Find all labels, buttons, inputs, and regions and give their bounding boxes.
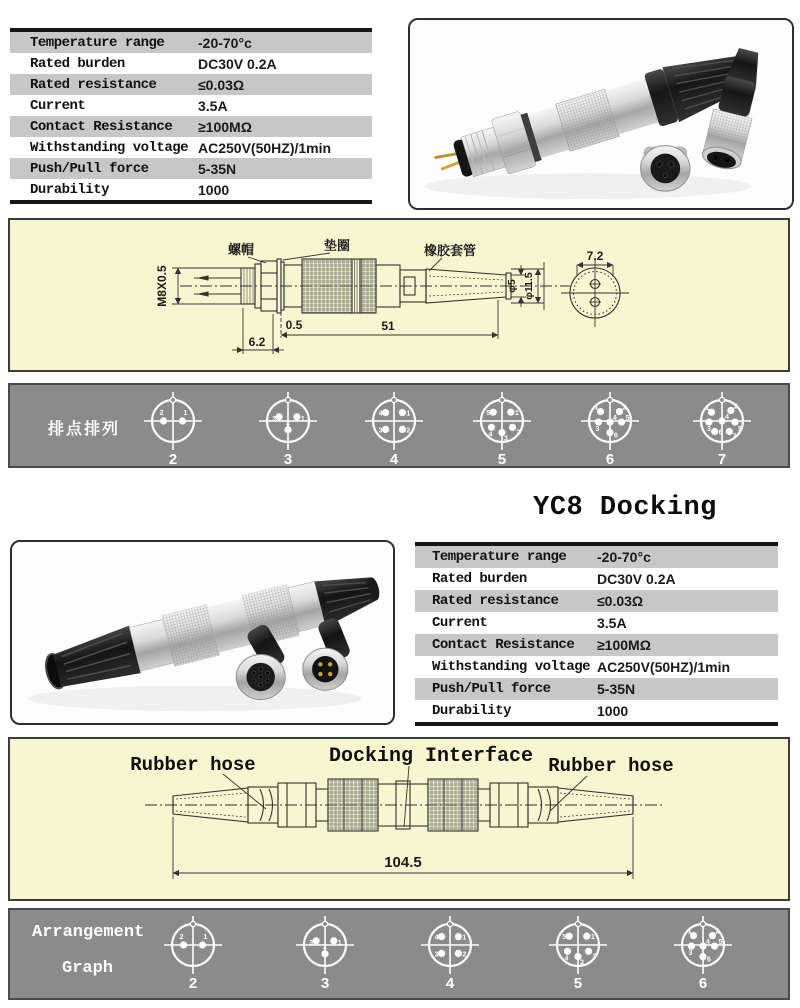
spec-row-label: Push/Pull force [432,681,551,697]
pin-arrangement-4 [364,391,424,469]
svg-text:4: 4 [564,955,569,963]
product-photo-top [408,18,794,210]
spec-row [10,32,372,53]
pin-count-label: 5 [573,976,583,993]
pin-arrangement-6 [580,391,640,469]
pin-count-label: 2 [168,452,178,469]
spec-row [10,53,372,74]
svg-text:6: 6 [718,429,723,437]
spec-row-label: Withstanding voltage [30,139,189,156]
dimension-drawing-single [8,218,790,372]
svg-text:2: 2 [733,403,738,411]
pin-count-label: 3 [320,976,330,993]
spec-row-label: Rated burden [432,571,527,587]
pin-arrangement-6 [673,915,733,993]
pin-count-label: 4 [445,976,455,993]
spec-row-label: Rated burden [30,55,125,72]
spec-row [10,116,372,137]
spec-row [415,700,778,722]
svg-text:5: 5 [738,426,742,434]
svg-text:4: 4 [434,934,439,942]
pin-count-label: 7 [717,452,727,469]
nut-label: 螺帽 [227,242,255,257]
docking-photo-illustration [12,542,393,723]
svg-text:1: 1 [594,404,599,412]
svg-text:5: 5 [486,410,491,418]
inner-diameter-dim-label: φ5 [506,279,518,293]
svg-text:1: 1 [183,410,188,417]
svg-text:3: 3 [434,951,439,959]
spec-row [415,568,778,590]
pin-arrangement-5 [472,391,532,469]
svg-text:2: 2 [286,419,290,427]
spec-row-label: Durability [30,181,110,198]
svg-text:5: 5 [718,939,723,947]
svg-text:6: 6 [614,432,618,440]
svg-text:2: 2 [159,410,164,417]
spec-row-value: 3.5A [198,97,228,114]
small-socket-front [641,146,690,192]
dimension-drawing-docking [8,737,790,901]
docking-interface-label: Docking Interface [328,745,534,768]
pin-circle-diagram [295,915,355,975]
pin-count-label: 6 [698,976,708,993]
rubber-sleeve-label: 橡胶套管 [423,243,477,258]
spec-row-value: DC30V 0.2A [597,571,676,587]
svg-text:2: 2 [406,427,411,435]
svg-text:1: 1 [203,934,208,941]
spec-row-value: DC30V 0.2A [198,55,277,72]
pin-circle-diagram [580,391,640,451]
pin-circle-diagram [364,391,424,451]
end-view [561,249,629,327]
rubber-hose-right-label: Rubber hose [548,755,674,777]
spec-row [415,590,778,612]
pin-arrangement-2 [143,391,203,469]
spec-row-value: 5-35N [597,681,636,697]
pin-circle-diagram [673,915,733,975]
svg-text:5: 5 [625,415,630,423]
svg-text:1: 1 [705,405,710,413]
svg-text:2: 2 [462,951,467,959]
svg-text:2: 2 [516,429,521,437]
svg-text:1: 1 [462,934,467,942]
spec-row-value: 3.5A [597,615,627,631]
pin-circle-diagram [143,391,203,451]
svg-text:4: 4 [488,431,493,439]
outer-diameter-dim-label: φ11.5 [523,272,535,300]
pin-arrangement-band-cn [8,383,790,468]
pin-arrangement-5 [548,915,608,993]
pin-arrangement-7 [692,391,752,469]
rubber-hose-left-label: Rubber hose [130,754,256,776]
connector-photo-illustration [410,20,792,208]
svg-text:5: 5 [562,934,567,942]
page-title: YC8 Docking [533,493,717,523]
band-label-line1: Arrangement [32,923,145,942]
pin-circle-diagram [163,915,223,975]
pin-arrangement-3 [295,915,355,993]
svg-text:4: 4 [378,410,383,418]
spec-row-value: AC250V(50HZ)/1min [597,659,731,675]
spec-row-value: 5-35N [198,160,237,177]
spec-row [10,74,372,95]
svg-text:2: 2 [179,934,184,941]
svg-text:4: 4 [613,415,617,423]
pin-count-label: 2 [188,976,198,993]
spec-table-yc8 [415,542,778,726]
svg-text:3: 3 [580,959,584,967]
spec-row-label: Contact Resistance [432,637,575,653]
pin-circle-diagram [420,915,480,975]
spec-row [10,95,372,116]
spec-row [10,179,372,200]
pin-circle-diagram [258,391,318,451]
spec-row-value: -20-70°c [597,549,651,565]
thread-dim-label: M8X0.5 [155,265,169,307]
svg-text:1: 1 [590,934,595,942]
svg-text:4: 4 [706,939,710,947]
spec-row-value: ≤0.03Ω [198,76,245,93]
spec-row-label: Push/Pull force [30,160,149,177]
pin-count-label: 6 [605,452,615,469]
svg-text:2: 2 [323,943,327,951]
washer-label: 垫圈 [323,238,351,253]
spec-row-label: Withstanding voltage [432,659,591,675]
svg-text:3: 3 [688,950,693,958]
svg-text:3: 3 [504,435,508,443]
pin-arrangement-4 [420,915,480,993]
svg-text:1: 1 [300,415,305,423]
spec-row-value: ≥100MΩ [597,637,651,653]
pin-count-label: 5 [497,452,507,469]
svg-text:1: 1 [337,939,342,947]
spec-row-label: Rated resistance [30,76,157,93]
spec-row [10,158,372,179]
svg-text:2: 2 [622,404,627,412]
spec-row-value: ≤0.03Ω [597,593,644,609]
svg-text:4: 4 [725,414,729,421]
pin-circle-diagram [692,391,752,451]
svg-text:1: 1 [514,410,519,418]
total-length-dim-label: 104.5 [384,854,422,871]
pin-arrangement-band-en [8,908,790,1000]
spec-row-label: Contact Resistance [30,118,173,135]
svg-text:3: 3 [309,939,314,947]
svg-text:7: 7 [732,433,737,441]
svg-text:3: 3 [706,426,711,434]
spec-row-value: 1000 [597,703,629,719]
washer-dim-label: 0.5 [285,318,303,332]
spec-row [415,634,778,656]
spec-row [415,612,778,634]
band-label: 排点排列 [48,421,121,438]
product-photo-docking [10,540,395,725]
spec-row-value: 1000 [198,181,230,198]
pin-arrangement-2 [163,915,223,993]
front-length-dim-label: 6.2 [248,335,266,349]
pin-circle-diagram [472,391,532,451]
spec-row-label: Current [432,615,488,631]
svg-text:2: 2 [715,928,720,936]
svg-text:3: 3 [272,415,277,423]
spec-row-value: ≥100MΩ [198,118,252,135]
pin-count-label: 4 [389,452,399,469]
spec-row [415,546,778,568]
spec-row-label: Rated resistance [432,593,559,609]
spec-row [10,137,372,158]
pin-arrangement-3 [258,391,318,469]
band-label-line2: Graph [62,959,114,978]
spec-table-top [10,28,372,204]
svg-text:1: 1 [406,410,411,418]
pin-circle-diagram [548,915,608,975]
spec-row [415,678,778,700]
svg-text:6: 6 [707,956,711,964]
svg-text:3: 3 [595,426,600,434]
body-length-dim-label: 51 [381,319,395,333]
spec-row-label: Temperature range [30,34,165,51]
spec-row-label: Current [30,97,86,114]
spec-row-label: Temperature range [432,549,567,565]
pin-count-label: 3 [283,452,293,469]
svg-text:1: 1 [687,928,692,936]
spec-row [415,656,778,678]
spec-row-value: -20-70°c [198,34,252,51]
key-width-dim-label: 7.2 [586,249,604,263]
svg-text:3: 3 [378,427,383,435]
svg-text:2: 2 [592,953,597,961]
spec-row-value: AC250V(50HZ)/1min [198,139,332,156]
spec-row-label: Durability [432,703,512,719]
